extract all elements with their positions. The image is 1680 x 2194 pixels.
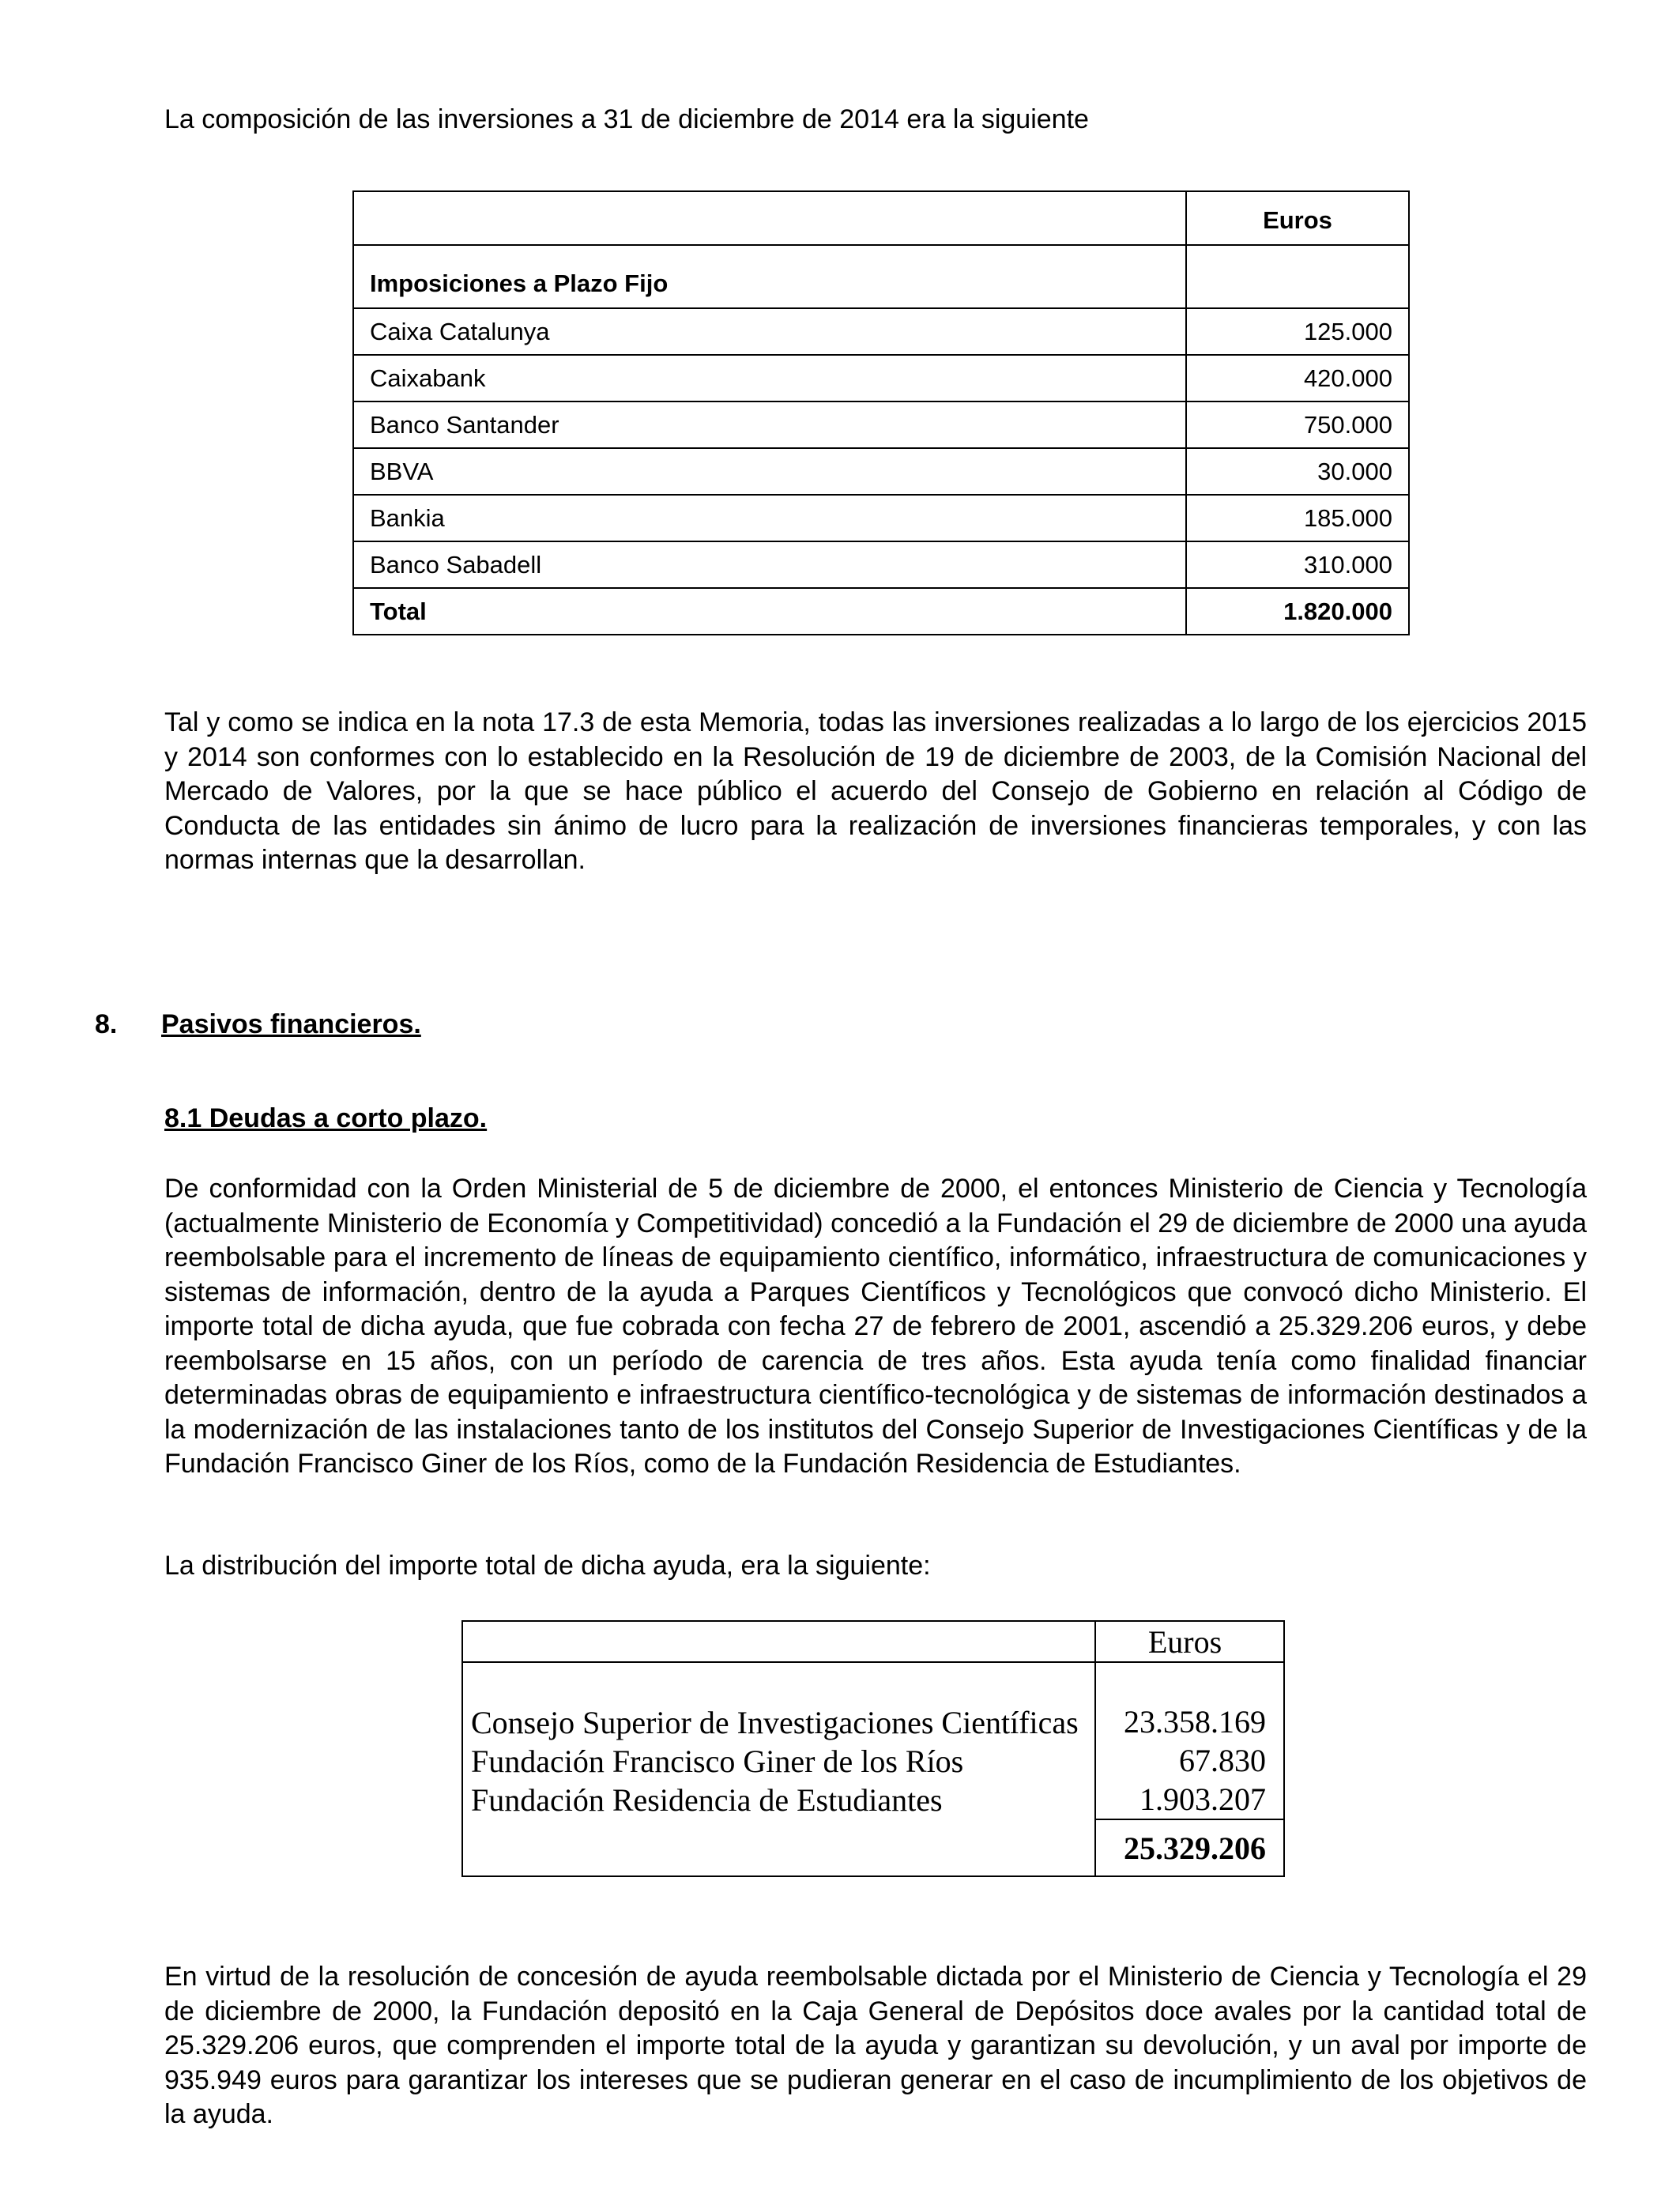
bank-name: Banco Sabadell — [353, 541, 1186, 588]
entity-name: Fundación Francisco Giner de los Ríos — [471, 1744, 964, 1779]
table-row — [353, 495, 1409, 541]
bank-value: 310.000 — [1186, 541, 1409, 588]
table-row — [353, 355, 1409, 401]
bank-value: 750.000 — [1186, 401, 1409, 448]
table-total-row — [353, 588, 1409, 635]
table-row — [353, 448, 1409, 495]
entity-values — [1095, 1662, 1284, 1819]
table-row — [353, 541, 1409, 588]
bank-value: 30.000 — [1186, 448, 1409, 495]
entity-name: Consejo Superior de Investigaciones Científicas — [471, 1705, 1079, 1740]
bank-value: 420.000 — [1186, 355, 1409, 401]
entity-names — [462, 1662, 1095, 1819]
table-body-row — [462, 1662, 1284, 1819]
entity-value: 1.903.207 — [1139, 1781, 1266, 1817]
empty-header-cell — [462, 1621, 1095, 1662]
total-value: 25.329.206 — [1095, 1819, 1284, 1876]
table-header-row — [462, 1621, 1284, 1662]
entity-value: 67.830 — [1179, 1743, 1266, 1778]
distribution-table — [461, 1620, 1285, 1877]
section-header: Imposiciones a Plazo Fijo — [353, 245, 1186, 308]
intro-text: La composición de las inversiones a 31 de diciembre de 2014 era la siguiente — [164, 104, 1089, 134]
distribucion-text: La distribución del importe total de dicha ayuda, era la siguiente: — [164, 1551, 931, 1581]
section-title: Pasivos financieros. — [161, 1009, 421, 1039]
total-value: 1.820.000 — [1186, 588, 1409, 635]
entity-name: Fundación Residencia de Estudiantes — [471, 1782, 943, 1818]
bank-name: Bankia — [353, 495, 1186, 541]
bank-value: 185.000 — [1186, 495, 1409, 541]
bank-name: Banco Santander — [353, 401, 1186, 448]
table-row — [353, 401, 1409, 448]
orden-paragraph: De conformidad con la Orden Ministerial de 5 de diciembre de 2000, el entonces Ministerio de Ciencia y Tecnología (actualmente Ministerio de Economía y Competitividad) concedió a la Fundación el 29 de diciembre de 2000 una ayuda reembolsable para el incremento de líneas de equipamiento científico, informático, infraestructura de comunicaciones y sistemas de información, dentro de la ayuda a Parques Científicos y Tecnológicos que convocó dicho Ministerio. El importe total de dicha ayuda, que fue cobrada con fecha 27 de febrero de 2001, ascendió a 25.329.206 euros, y debe reembolsarse en 15 años, con un período de carencia de tres años. Esta ayuda tenía como finalidad financiar determinadas obras de equipamiento e infraestructura científico-tecnológica y de sistemas de información destinados a la modernización de las instalaciones tanto de los institutos del Consejo Superior de Investigaciones Científicas y de la Fundación Francisco Giner de los Ríos, como de la Fundación Residencia de Estudiantes. — [164, 1174, 1587, 1479]
empty-header-cell — [353, 191, 1186, 245]
euros-header: Euros — [1095, 1621, 1284, 1662]
bank-name: BBVA — [353, 448, 1186, 495]
table-row — [353, 308, 1409, 355]
section-8-1-heading: 8.1 Deudas a corto plazo. — [164, 1103, 488, 1133]
table-header-row — [353, 191, 1409, 245]
table-total-row — [462, 1819, 1284, 1876]
empty-total-cell — [462, 1819, 1095, 1876]
section-8-heading — [95, 1008, 421, 1042]
empty-value-cell — [1186, 245, 1409, 308]
nota-paragraph: Tal y como se indica en la nota 17.3 de esta Memoria, todas las inversiones realizadas a lo largo de los ejercicios 2015 y 2014 son conformes con lo establecido en la Resolución de 19 de diciembre de 2003, de la Comisión Nacional del Mercado de Valores, por la que se hace público el acuerdo del Consejo de Gobierno en relación al Código de Conducta de las entidades sin ánimo de lucro para la realización de inversiones financieras temporales, y con las normas internas que la desarrollan. — [164, 707, 1587, 875]
total-label: Total — [353, 588, 1186, 635]
bank-name: Caixa Catalunya — [353, 308, 1186, 355]
euros-header: Euros — [1186, 191, 1409, 245]
bank-value: 125.000 — [1186, 308, 1409, 355]
entity-value: 23.358.169 — [1124, 1704, 1266, 1740]
resolucion-paragraph: En virtud de la resolución de concesión de ayuda reembolsable dictada por el Ministerio de Ciencia y Tecnología el 29 de diciembre de 2000, la Fundación depositó en la Caja General de Depósitos doce avales por la cantidad total de 25.329.206 euros, que comprenden el importe total de la ayuda y garantizan su devolución, y un aval por importe de 935.949 euros para garantizar los intereses que se pudieran generar en el caso de incumplimiento de los objetivos de la ayuda. — [164, 1962, 1587, 2129]
section-number: 8. — [95, 1009, 118, 1039]
table-section-row — [353, 245, 1409, 308]
investments-table — [352, 190, 1410, 635]
bank-name: Caixabank — [353, 355, 1186, 401]
